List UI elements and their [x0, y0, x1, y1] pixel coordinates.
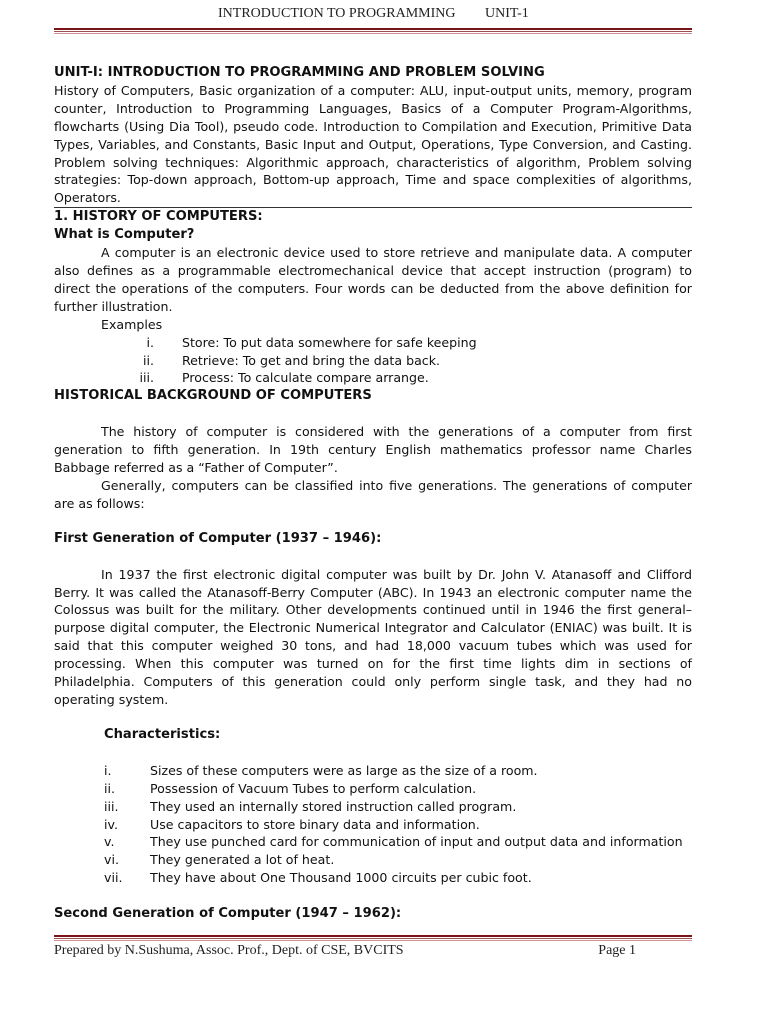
- header-title: INTRODUCTION TO PROGRAMMING: [218, 6, 456, 21]
- list-item: [54, 762, 692, 780]
- page-header: [218, 6, 555, 22]
- list-number: i.: [146, 334, 154, 350]
- list-number: vi.: [104, 852, 119, 868]
- list-text: Process: To calculate compare arrange.: [182, 370, 429, 386]
- footer-prepared-by: Prepared by N.Sushuma, Assoc. Prof., Dept. of CSE, BVCITS: [54, 943, 404, 958]
- list-text: They used an internally stored instruction called program.: [150, 798, 517, 814]
- list-text: Use capacitors to store binary data and information.: [150, 816, 480, 832]
- list-item: [54, 833, 692, 851]
- header-unit: UNIT-1: [485, 6, 529, 21]
- list-text: They use punched card for communication of input and output data and information: [150, 834, 683, 850]
- subheading-what-is-computer: What is Computer?: [54, 227, 195, 243]
- header-rule: [54, 28, 692, 34]
- footer-rule: [54, 935, 692, 941]
- list-number: ii.: [142, 352, 154, 368]
- list-item: [54, 334, 692, 352]
- list-item: [54, 798, 692, 816]
- list-number: vii.: [104, 870, 123, 886]
- list-text: They have about One Thousand 1000 circuits per cubic foot.: [150, 870, 532, 886]
- list-item: [54, 816, 692, 834]
- list-text: They generated a lot of heat.: [150, 852, 335, 868]
- list-text: Retrieve: To get and bring the data back.: [182, 352, 441, 368]
- unit-heading: UNIT-I: INTRODUCTION TO PROGRAMMING AND PROBLEM SOLVING: [54, 65, 545, 80]
- computer-definition-paragraph: A computer is an electronic device used to store retrieve and manipulate data. A computer also defines as a programmable electromechanical device that accept instruction (program) to direct the operations of the computers. Four words can be deducted from the above definition for further illustration.: [54, 245, 692, 314]
- historical-paragraph-1: The history of computer is considered with the generations of a computer from first generation to fifth generation. In 19th century English mathematics professor name Charles Babbage referred as a “Father of Computer”.: [54, 424, 692, 476]
- characteristics-list: [54, 762, 692, 887]
- list-number: i.: [104, 762, 112, 778]
- examples-list: [54, 334, 692, 388]
- syllabus-paragraph: History of Computers, Basic organization of a computer: ALU, input-output units, memory, program counter, Introduction to Programming Languages, Basics of a Computer Program-Algorithms, flowcharts (Using Dia Tool), pseudo code. Introduction to Compilation and Execution, Primitive Data Types, Variables, and Constants, Basic Input and Output, Operations, Type Conversion, and Casting. Problem solving techniques: Algorithmic approach, characteristics of algorithm, Problem solving strategies: Top-down approach, Bottom-up approach, Time and space complexities of algorithms, Operators.: [54, 82, 692, 206]
- list-number: ii.: [104, 780, 116, 796]
- list-number: iii.: [104, 798, 119, 814]
- list-item: [54, 780, 692, 798]
- section-heading-history: 1. HISTORY OF COMPUTERS:: [54, 209, 263, 225]
- list-number: iii.: [139, 370, 154, 386]
- list-item: [54, 352, 692, 370]
- list-item: [54, 369, 692, 387]
- first-generation-paragraph: In 1937 the first electronic digital computer was built by Dr. John V. Atanasoff and Clifford Berry. It was called the Atanasoff-Berry Computer (ABC). In 1943 an electronic computer name the Colossus was built for the military. Other developments continued until in 1946 the first general–purpose digital computer, the Electronic Numerical Integrator and Calculator (ENIAC) was built. It is said that this computer weighed 30 tons, and had 18,000 vacuum tubes which was used for processing. When this computer was turned on for the first time lights dim in sections of Philadelphia. Computers of this generation could only perform single task, and they had no operating system.: [54, 566, 692, 707]
- historical-paragraph-2: Generally, computers can be classified into five generations. The generations of computer are as follows:: [54, 477, 692, 511]
- page-footer: [54, 943, 692, 959]
- historical-background-heading: HISTORICAL BACKGROUND OF COMPUTERS: [54, 388, 372, 404]
- examples-label: Examples: [101, 316, 163, 332]
- list-item: [54, 851, 692, 869]
- characteristics-heading: Characteristics:: [104, 726, 221, 742]
- list-text: Sizes of these computers were as large as the size of a room.: [150, 762, 538, 778]
- first-generation-heading: First Generation of Computer (1937 – 1946):: [54, 530, 382, 546]
- document-body: [54, 64, 692, 923]
- list-number: v.: [104, 834, 115, 850]
- page-number: Page 1: [598, 943, 636, 958]
- second-generation-heading: Second Generation of Computer (1947 – 1962):: [54, 906, 402, 922]
- list-number: iv.: [104, 816, 118, 832]
- list-text: Possession of Vacuum Tubes to perform calculation.: [150, 780, 477, 796]
- list-item: [54, 869, 692, 887]
- list-text: Store: To put data somewhere for safe keeping: [182, 334, 477, 350]
